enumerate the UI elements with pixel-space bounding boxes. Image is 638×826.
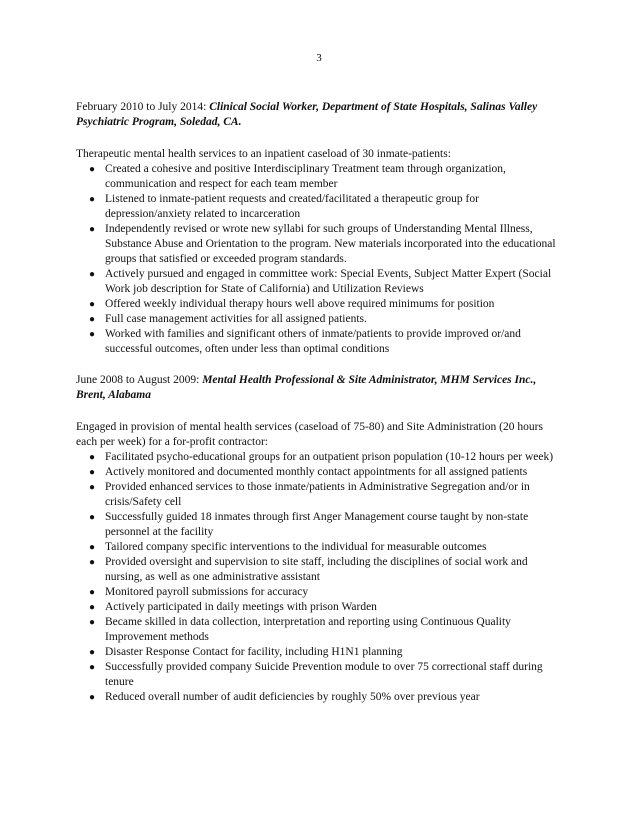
list-item <box>76 690 558 705</box>
list-item <box>76 222 558 267</box>
list-item-text: Independently revised or wrote new syllabi for such groups of Understanding Mental Illness, Substance Abuse and Orientation to the program. New materials incorporated into the educational groups that satisfied or exceeded program standards. <box>105 223 556 265</box>
list-item-text: Successfully provided company Suicide Prevention module to over 75 correctional staff during tenure <box>105 661 543 688</box>
bullet-icon: ● <box>89 512 96 523</box>
job-dates: February 2010 to July 2014: <box>76 101 210 113</box>
list-item <box>76 540 558 555</box>
bullet-icon: ● <box>89 224 96 235</box>
bullet-icon: ● <box>89 194 96 205</box>
list-item-text: Reduced overall number of audit deficiencies by roughly 50% over previous year <box>105 691 480 703</box>
list-item <box>76 297 558 312</box>
bullet-icon: ● <box>89 482 96 493</box>
list-item <box>76 327 558 357</box>
bullet-icon: ● <box>89 329 96 340</box>
list-item <box>76 480 558 510</box>
list-item <box>76 615 558 645</box>
list-item-text: Full case management activities for all assigned patients. <box>105 313 367 325</box>
job-title: Clinical Social Worker, Department of State Hospitals, Salinas Valley Psychiatric Program, Soledad, CA. <box>76 101 538 128</box>
list-item-text: Disaster Response Contact for facility, including H1N1 planning <box>105 646 403 658</box>
bullet-icon: ● <box>89 164 96 175</box>
list-item <box>76 267 558 297</box>
list-item <box>76 555 558 585</box>
list-item <box>76 510 558 540</box>
list-item <box>76 660 558 690</box>
job-heading <box>76 373 558 403</box>
job-section-mental-health-professional <box>76 373 558 705</box>
bullet-icon: ● <box>89 617 96 628</box>
bullet-icon: ● <box>89 602 96 613</box>
list-item-text: Listened to inmate-patient requests and created/facilitated a therapeutic group for depression/anxiety related to incarceration <box>105 193 479 220</box>
job-heading <box>76 100 558 130</box>
list-item-text: Actively pursued and engaged in committee work: Special Events, Subject Matter Expert (Social Work job description for State of California) and Utilization Reviews <box>105 268 552 295</box>
bullet-icon: ● <box>89 692 96 703</box>
job-section-clinical-social-worker <box>76 100 558 357</box>
list-item <box>76 162 558 192</box>
bullet-icon: ● <box>89 557 96 568</box>
job-intro: Engaged in provision of mental health services (caseload of 75-80) and Site Administration (20 hours each per week) for a for-profit contractor: <box>76 421 543 448</box>
list-item <box>76 192 558 222</box>
job-dates: June 2008 to August 2009: <box>76 374 203 386</box>
list-item <box>76 312 558 327</box>
list-item-text: Created a cohesive and positive Interdisciplinary Treatment team through organization, communication and respect for each team member <box>105 163 506 190</box>
list-item-text: Worked with families and significant others of inmate/patients to provide improved or/and successful outcomes, often under less than optimal conditions <box>105 328 521 355</box>
list-item <box>76 465 558 480</box>
list-item <box>76 600 558 615</box>
bullet-icon: ● <box>89 587 96 598</box>
page-number: 3 <box>316 52 322 64</box>
list-item <box>76 645 558 660</box>
list-item-text: Monitored payroll submissions for accuracy <box>105 586 309 598</box>
bullet-icon: ● <box>89 542 96 553</box>
list-item-text: Offered weekly individual therapy hours well above required minimums for position <box>105 298 495 310</box>
bullet-icon: ● <box>89 314 96 325</box>
bullet-icon: ● <box>89 452 96 463</box>
list-item-text: Provided enhanced services to those inmate/patients in Administrative Segregation and/or in crisis/Safety cell <box>105 481 530 508</box>
bullet-icon: ● <box>89 299 96 310</box>
list-item-text: Provided oversight and supervision to site staff, including the disciplines of social work and nursing, as well as one administrative assistant <box>105 556 528 583</box>
bullet-icon: ● <box>89 269 96 280</box>
bullet-icon: ● <box>89 647 96 658</box>
list-item-text: Tailored company specific interventions to the individual for measurable outcomes <box>105 541 487 553</box>
job-bullet-list <box>76 162 558 357</box>
bullet-icon: ● <box>89 662 96 673</box>
list-item-text: Actively monitored and documented monthly contact appointments for all assigned patients <box>105 466 528 478</box>
list-item-text: Successfully guided 18 inmates through first Anger Management course taught by non-state personnel at the facility <box>105 511 529 538</box>
job-bullet-list <box>76 450 558 705</box>
list-item <box>76 450 558 465</box>
list-item-text: Became skilled in data collection, interpretation and reporting using Continuous Quality Improvement methods <box>105 616 511 643</box>
list-item-text: Actively participated in daily meetings with prison Warden <box>105 601 377 613</box>
job-title: Mental Health Professional & Site Administrator, MHM Services Inc., Brent, Alabama <box>76 374 537 401</box>
bullet-icon: ● <box>89 467 96 478</box>
job-intro: Therapeutic mental health services to an inpatient caseload of 30 inmate-patients: <box>76 148 451 160</box>
list-item <box>76 585 558 600</box>
list-item-text: Facilitated psycho-educational groups for an outpatient prison population (10-12 hours per week) <box>105 451 554 463</box>
